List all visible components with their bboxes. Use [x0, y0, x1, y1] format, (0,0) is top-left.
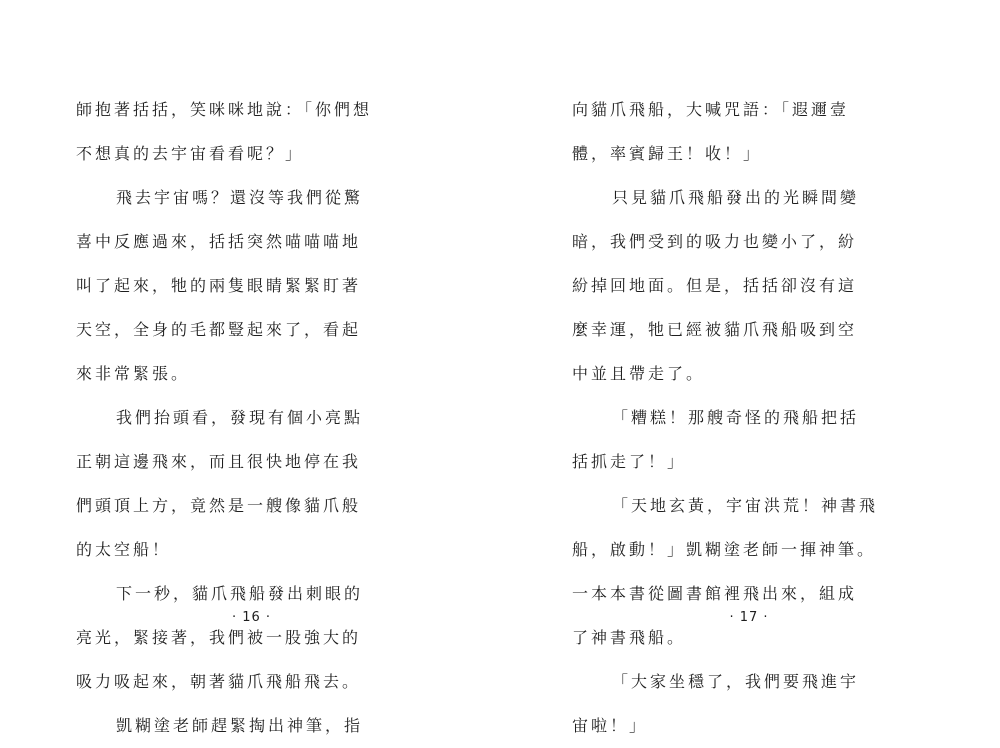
right-page-number: · 17 ·: [729, 610, 769, 625]
text-line: 括抓走了！」: [572, 452, 687, 471]
text-line: 凱糊塗老師趕緊掏出神筆，指: [116, 716, 364, 735]
text-line: 下一秒，貓爪飛船發出刺眼的: [116, 584, 364, 603]
text-line: 吸力吸起來，朝著貓爪飛船飛去。: [76, 672, 362, 691]
text-line: 麼幸運，牠已經被貓爪飛船吸到空: [572, 320, 858, 339]
text-line: 飛去宇宙嗎？還沒等我們從驚: [116, 188, 364, 207]
text-line: 「糟糕！那艘奇怪的飛船把括: [612, 408, 860, 427]
text-line: 來非常緊張。: [76, 364, 191, 383]
left-page: [64, 0, 439, 735]
text-line: 體，率賓歸王！收！」: [572, 144, 763, 163]
text-line: 正朝這邊飛來，而且很快地停在我: [76, 452, 362, 471]
book-gutter: [500, 0, 501, 677]
left-page-number: · 16 ·: [231, 610, 272, 625]
text-line: 不想真的去宇宙看看呢？」: [76, 144, 305, 163]
text-line: 暗，我們受到的吸力也變小了，紛: [572, 232, 858, 251]
text-line: 一本本書從圖書館裡飛出來，組成: [572, 584, 858, 603]
text-line: 師抱著括括，笑咪咪地說：「你們想: [76, 100, 373, 119]
text-line: 們頭頂上方，竟然是一艘像貓爪般: [76, 496, 362, 515]
text-line: 叫了起來，牠的兩隻眼睛緊緊盯著: [76, 276, 362, 295]
text-line: 向貓爪飛船，大喊咒語：「遐邇壹: [572, 100, 850, 119]
text-line: 我們抬頭看，發現有個小亮點: [116, 408, 364, 427]
text-line: 「大家坐穩了，我們要飛進宇: [612, 672, 860, 691]
text-line: 了神書飛船。: [572, 628, 687, 647]
text-line: 船，啟動！」凱糊塗老師一揮神筆。: [572, 540, 877, 559]
text-line: 的太空船！: [76, 540, 172, 559]
text-line: 紛掉回地面。但是，括括卻沒有這: [572, 276, 858, 295]
right-page-text: [572, 88, 938, 748]
text-line: 只見貓爪飛船發出的光瞬間變: [612, 188, 860, 207]
text-line: 宙啦！」: [572, 716, 649, 735]
text-line: 中並且帶走了。: [572, 364, 706, 383]
text-line: 「天地玄黃，宇宙洪荒！神書飛: [612, 496, 879, 515]
text-line: 喜中反應過來，括括突然喵喵喵地: [76, 232, 362, 251]
text-line: 亮光，緊接著，我們被一股強大的: [76, 628, 362, 647]
text-line: 天空，全身的毛都豎起來了，看起: [76, 320, 362, 339]
left-page-text: [76, 88, 439, 748]
right-page: [560, 0, 938, 735]
